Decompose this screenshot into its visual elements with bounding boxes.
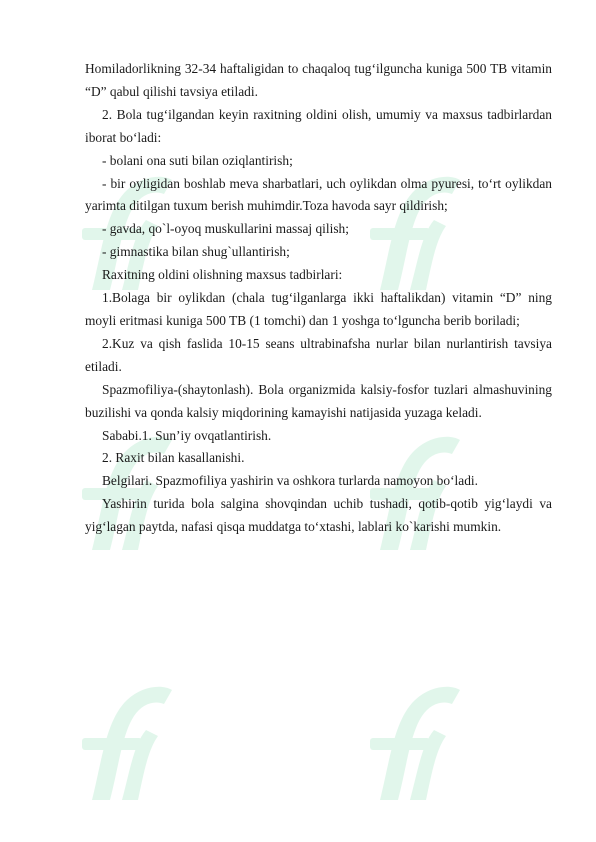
list-item: - bolani ona suti bilan oziqlantirish; bbox=[102, 152, 293, 168]
list-item: - gimnastika bilan shug`ullantirish; bbox=[102, 244, 290, 260]
paragraph: 2.Kuz va qish faslida 10-15 seans ultrabinafsha nurlar bilan nurlantirish tavsiya etiladi. bbox=[85, 335, 552, 374]
list-item: - gavda, qo`l-oyoq muskullarini massaj qilish; bbox=[102, 221, 349, 237]
paragraph: 1.Bolaga bir oylikdan (chala tug‘ilganlarga ikki haftalikdan) vitamin “D” ning moyli eritmasi kuniga 500 TB (1 tomchi) dan 1 yoshga to‘lguncha berib boriladi; bbox=[85, 290, 552, 328]
paragraph: Yashirin turida bola salgina shovqindan uchib tushadi, qotib-qotib yig‘laydi va yig‘lagan paytda, nafasi qisqa muddatga to‘xtashi, lablari ko`karishi mumkin. bbox=[85, 496, 552, 535]
document-body bbox=[85, 58, 552, 539]
paragraph: 2. Raxit bilan kasallanishi. bbox=[102, 450, 245, 466]
logo-watermark-icon bbox=[72, 660, 182, 810]
logo-watermark-icon bbox=[360, 660, 470, 810]
paragraph: Spazmofiliya-(shaytonlash). Bola organizmida kalsiy-fosfor tuzlari almashuvining buzilishi va qonda kalsiy miqdorining kamayishi natijasida yuzaga keladi. bbox=[85, 381, 552, 420]
paragraph: Sababi.1. Sun’iy ovqatlantirish. bbox=[102, 427, 272, 443]
paragraph: 2. Bola tug‘ilgandan keyin raxitning oldini olish, umumiy va maxsus tadbirlardan iborat bo‘ladi: bbox=[85, 106, 552, 145]
paragraph: Raxitning oldini olishning maxsus tadbirlari: bbox=[102, 267, 343, 283]
paragraph: Belgilari. Spazmofiliya yashirin va oshkora turlarda namoyon bo‘ladi. bbox=[102, 473, 478, 489]
paragraph: Homiladorlikning 32-34 haftaligidan to chaqaloq tug‘ilguncha kuniga 500 TB vitamin “D” qabul qilishi tavsiya etiladi. bbox=[85, 61, 552, 99]
list-item: - bir oyligidan boshlab meva sharbatlari, uch oylikdan olma pyuresi, to‘rt oylikdan yarimta ditilgan tuxum berish muhimdir.Toza havoda sayr qildirish; bbox=[85, 175, 552, 214]
